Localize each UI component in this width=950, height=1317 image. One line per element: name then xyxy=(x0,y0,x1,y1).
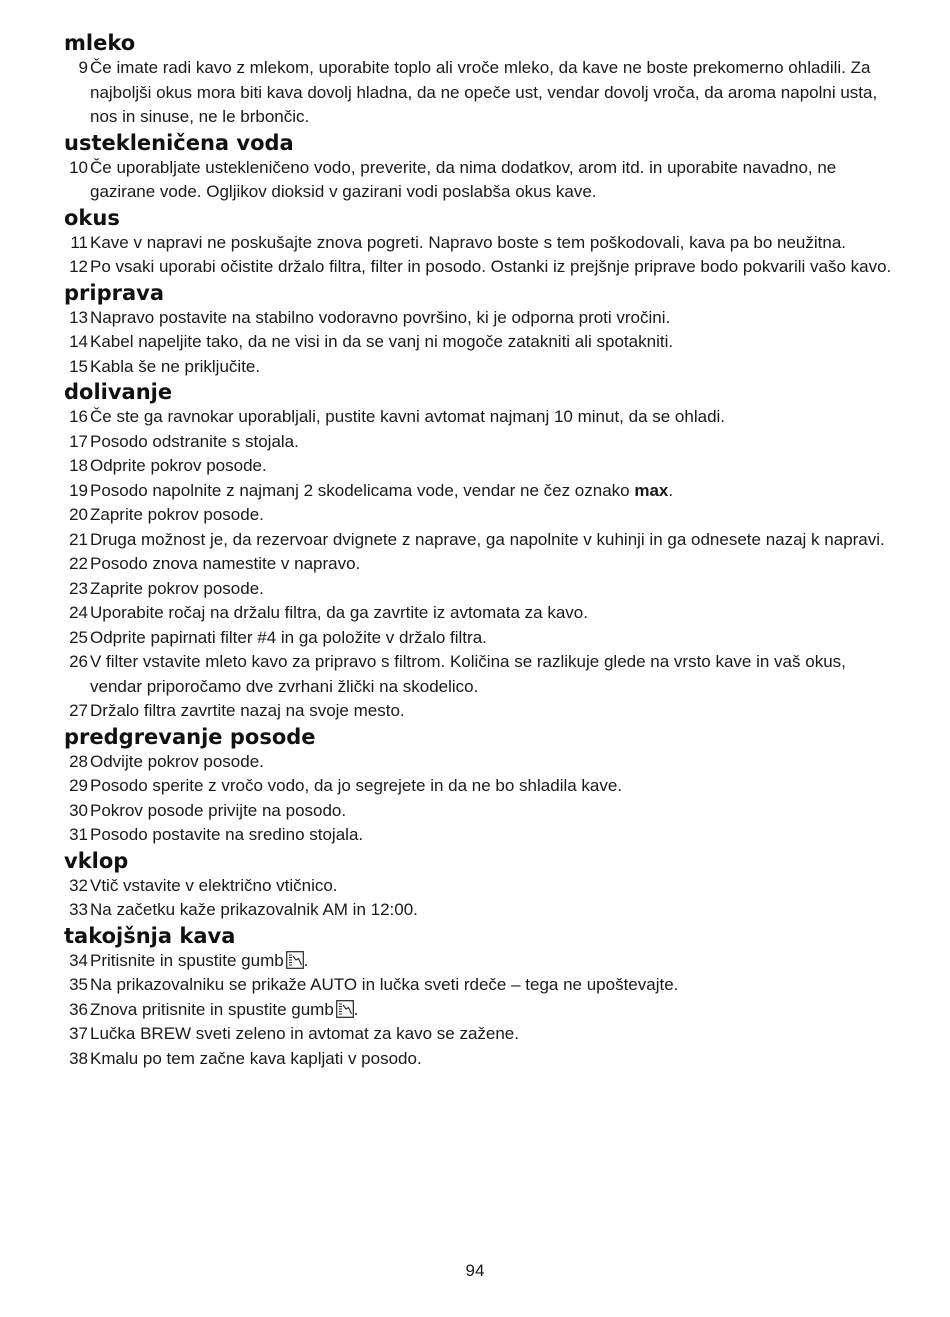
item-text: Kmalu po tem začne kava kapljati v posodo. xyxy=(90,1048,422,1068)
item-text: Pokrov posode privijte na posodo. xyxy=(90,800,347,820)
item-number: 35 xyxy=(69,975,88,994)
list-item xyxy=(64,231,894,256)
item-number: 30 xyxy=(69,800,88,820)
list-item xyxy=(64,528,894,553)
section-heading: vklop xyxy=(64,848,129,873)
section-heading: mleko xyxy=(64,31,136,55)
item-number: 13 xyxy=(69,307,88,327)
item-number: 12 xyxy=(69,257,88,276)
item-text: Na začetku kaže prikazovalnik AM in 12:00. xyxy=(90,900,418,919)
instruction-list xyxy=(64,750,894,848)
list-item xyxy=(64,156,894,205)
item-number: 36 xyxy=(69,999,88,1019)
section-heading: ustekleničena voda xyxy=(64,130,294,155)
item-text-end: . xyxy=(668,480,674,500)
section-preheating-carafe xyxy=(64,724,894,848)
section-taste xyxy=(64,205,894,280)
list-item xyxy=(64,454,894,479)
item-number: 17 xyxy=(69,431,88,451)
item-text: Če imate radi kavo z mlekom, uporabite toplo ali vroče mleko, da kave ne boste prekomerno ohladili. Za najboljši okus mora biti kava dovolj hladna, da ne opeče ust, vendar dovolj vroča, da aroma napolni usta, nos in sinuse, ne le brbončic. xyxy=(90,58,878,126)
item-text: Držalo filtra zavrtite nazaj na svoje mesto. xyxy=(90,701,405,720)
item-number: 27 xyxy=(69,701,88,720)
item-text: Vtič vstavite v električno vtičnico. xyxy=(90,875,338,895)
item-text: V filter vstavite mleto kavo za pripravo s filtrom. Količina se razlikuje glede na vrsto kave in vaš okus, vendar priporočamo dve zvrhani žlički na skodelico. xyxy=(90,652,846,696)
list-item xyxy=(64,330,894,355)
list-item xyxy=(64,650,894,699)
item-text: Kabla še ne priključite. xyxy=(90,356,261,376)
list-item xyxy=(64,799,894,824)
item-number: 29 xyxy=(69,776,88,795)
list-item xyxy=(64,430,894,455)
list-item xyxy=(64,774,894,799)
item-number: 18 xyxy=(69,456,88,475)
item-text: Posodo odstranite s stojala. xyxy=(90,431,299,451)
item-text: Odvijte pokrov posode. xyxy=(90,751,264,771)
document-page xyxy=(64,30,894,1071)
list-item xyxy=(64,823,894,848)
item-text-end: . xyxy=(353,999,359,1019)
list-item xyxy=(64,1047,894,1072)
item-number: 32 xyxy=(69,875,88,895)
brew-button-icon xyxy=(286,951,304,969)
list-item xyxy=(64,949,894,974)
list-item xyxy=(64,577,894,602)
section-heading: okus xyxy=(64,205,120,230)
item-text: Posodo napolnite z najmanj 2 skodelicama vode, vendar ne čez oznako xyxy=(90,480,635,500)
list-item xyxy=(64,306,894,331)
max-mark-label: max xyxy=(634,480,669,500)
list-item xyxy=(64,503,894,528)
list-item xyxy=(64,699,894,724)
item-text: Lučka BREW sveti zeleno in avtomat za kavo se zažene. xyxy=(90,1024,519,1043)
page-number: 94 xyxy=(465,1261,485,1280)
item-text: Če uporabljate ustekleničeno vodo, preverite, da nima dodatkov, arom itd. in uporabite navadno, ne gazirane vode. Ogljikov dioksid v gazirani vodi poslabša okus kave. xyxy=(90,157,837,201)
section-switch-on xyxy=(64,848,894,923)
item-number: 11 xyxy=(70,232,88,252)
section-preparation xyxy=(64,280,894,380)
brew-button-icon xyxy=(336,1000,354,1018)
item-number: 20 xyxy=(69,505,88,524)
instruction-list xyxy=(64,874,894,923)
item-text: Posodo sperite z vročo vodo, da jo segrejete in da ne bo shladila kave. xyxy=(90,776,623,795)
item-number: 33 xyxy=(69,900,88,919)
instruction-list xyxy=(64,949,894,1072)
list-item xyxy=(64,973,894,998)
section-filling xyxy=(64,379,894,724)
item-text: Posodo postavite na sredino stojala. xyxy=(90,825,364,844)
item-number: 10 xyxy=(69,157,88,177)
item-number: 9 xyxy=(78,58,88,77)
instruction-list xyxy=(64,306,894,380)
item-number: 24 xyxy=(69,603,88,622)
item-number: 21 xyxy=(69,529,88,549)
instruction-list xyxy=(64,156,894,205)
list-item xyxy=(64,479,894,504)
section-bottled-water xyxy=(64,130,894,205)
item-text: Če ste ga ravnokar uporabljali, pustite kavni avtomat najmanj 10 minut, da se ohladi. xyxy=(90,407,726,426)
item-text: Napravo postavite na stabilno vodoravno površino, ki je odporna proti vročini. xyxy=(90,307,671,327)
item-number: 16 xyxy=(69,407,88,426)
section-heading: dolivanje xyxy=(64,380,173,404)
item-text: Zaprite pokrov posode. xyxy=(90,505,264,524)
item-number: 26 xyxy=(69,652,88,671)
section-heading: predgrevanje posode xyxy=(64,724,316,749)
item-text-end: . xyxy=(303,950,309,970)
list-item xyxy=(64,874,894,899)
item-text: Znova pritisnite in spustite gumb xyxy=(90,999,334,1019)
item-number: 14 xyxy=(69,332,88,351)
list-item xyxy=(64,998,894,1023)
item-number: 34 xyxy=(69,950,88,970)
item-text: Kave v napravi ne poskušajte znova pogreti. Napravo boste s tem poškodovali, kava pa bo neužitna. xyxy=(90,232,847,252)
item-text: Druga možnost je, da rezervoar dvignete z naprave, ga napolnite v kuhinji in ga odnesete nazaj k napravi. xyxy=(90,529,885,549)
item-text: Posodo znova namestite v napravo. xyxy=(90,554,361,573)
item-text: Uporabite ročaj na držalu filtra, da ga zavrtite iz avtomata za kavo. xyxy=(90,603,588,622)
list-item xyxy=(64,898,894,923)
section-heading: takojšnja kava xyxy=(64,923,236,948)
instruction-list xyxy=(64,405,894,724)
item-text: Po vsaki uporabi očistite držalo filtra, filter in posodo. Ostanki iz prejšnje priprave bodo pokvarili vašo kavo. xyxy=(90,257,892,276)
item-text: Na prikazovalniku se prikaže AUTO in lučka sveti rdeče – tega ne upoštevajte. xyxy=(90,975,679,994)
item-number: 28 xyxy=(69,751,88,771)
list-item xyxy=(64,255,894,280)
section-milk xyxy=(64,30,894,130)
item-text: Zaprite pokrov posode. xyxy=(90,578,264,598)
section-heading: priprava xyxy=(64,280,165,305)
instruction-list xyxy=(64,56,894,130)
list-item xyxy=(64,56,894,130)
list-item xyxy=(64,750,894,775)
list-item xyxy=(64,601,894,626)
item-text: Kabel napeljite tako, da ne visi in da se vanj ni mogoče zatakniti ali spotakniti. xyxy=(90,332,674,351)
item-text: Odprite pokrov posode. xyxy=(90,456,267,475)
section-instant-coffee xyxy=(64,923,894,1072)
list-item xyxy=(64,626,894,651)
item-text: Pritisnite in spustite gumb xyxy=(90,950,284,970)
list-item xyxy=(64,355,894,380)
item-number: 38 xyxy=(69,1048,88,1068)
item-number: 25 xyxy=(69,627,88,647)
instruction-list xyxy=(64,231,894,280)
item-number: 19 xyxy=(69,480,88,500)
item-number: 37 xyxy=(69,1024,88,1043)
item-number: 22 xyxy=(69,554,88,573)
item-number: 31 xyxy=(69,825,88,844)
item-number: 15 xyxy=(69,356,88,376)
list-item xyxy=(64,552,894,577)
list-item xyxy=(64,405,894,430)
item-number: 23 xyxy=(69,578,88,598)
item-text: Odprite papirnati filter #4 in ga položite v držalo filtra. xyxy=(90,627,487,647)
list-item xyxy=(64,1022,894,1047)
